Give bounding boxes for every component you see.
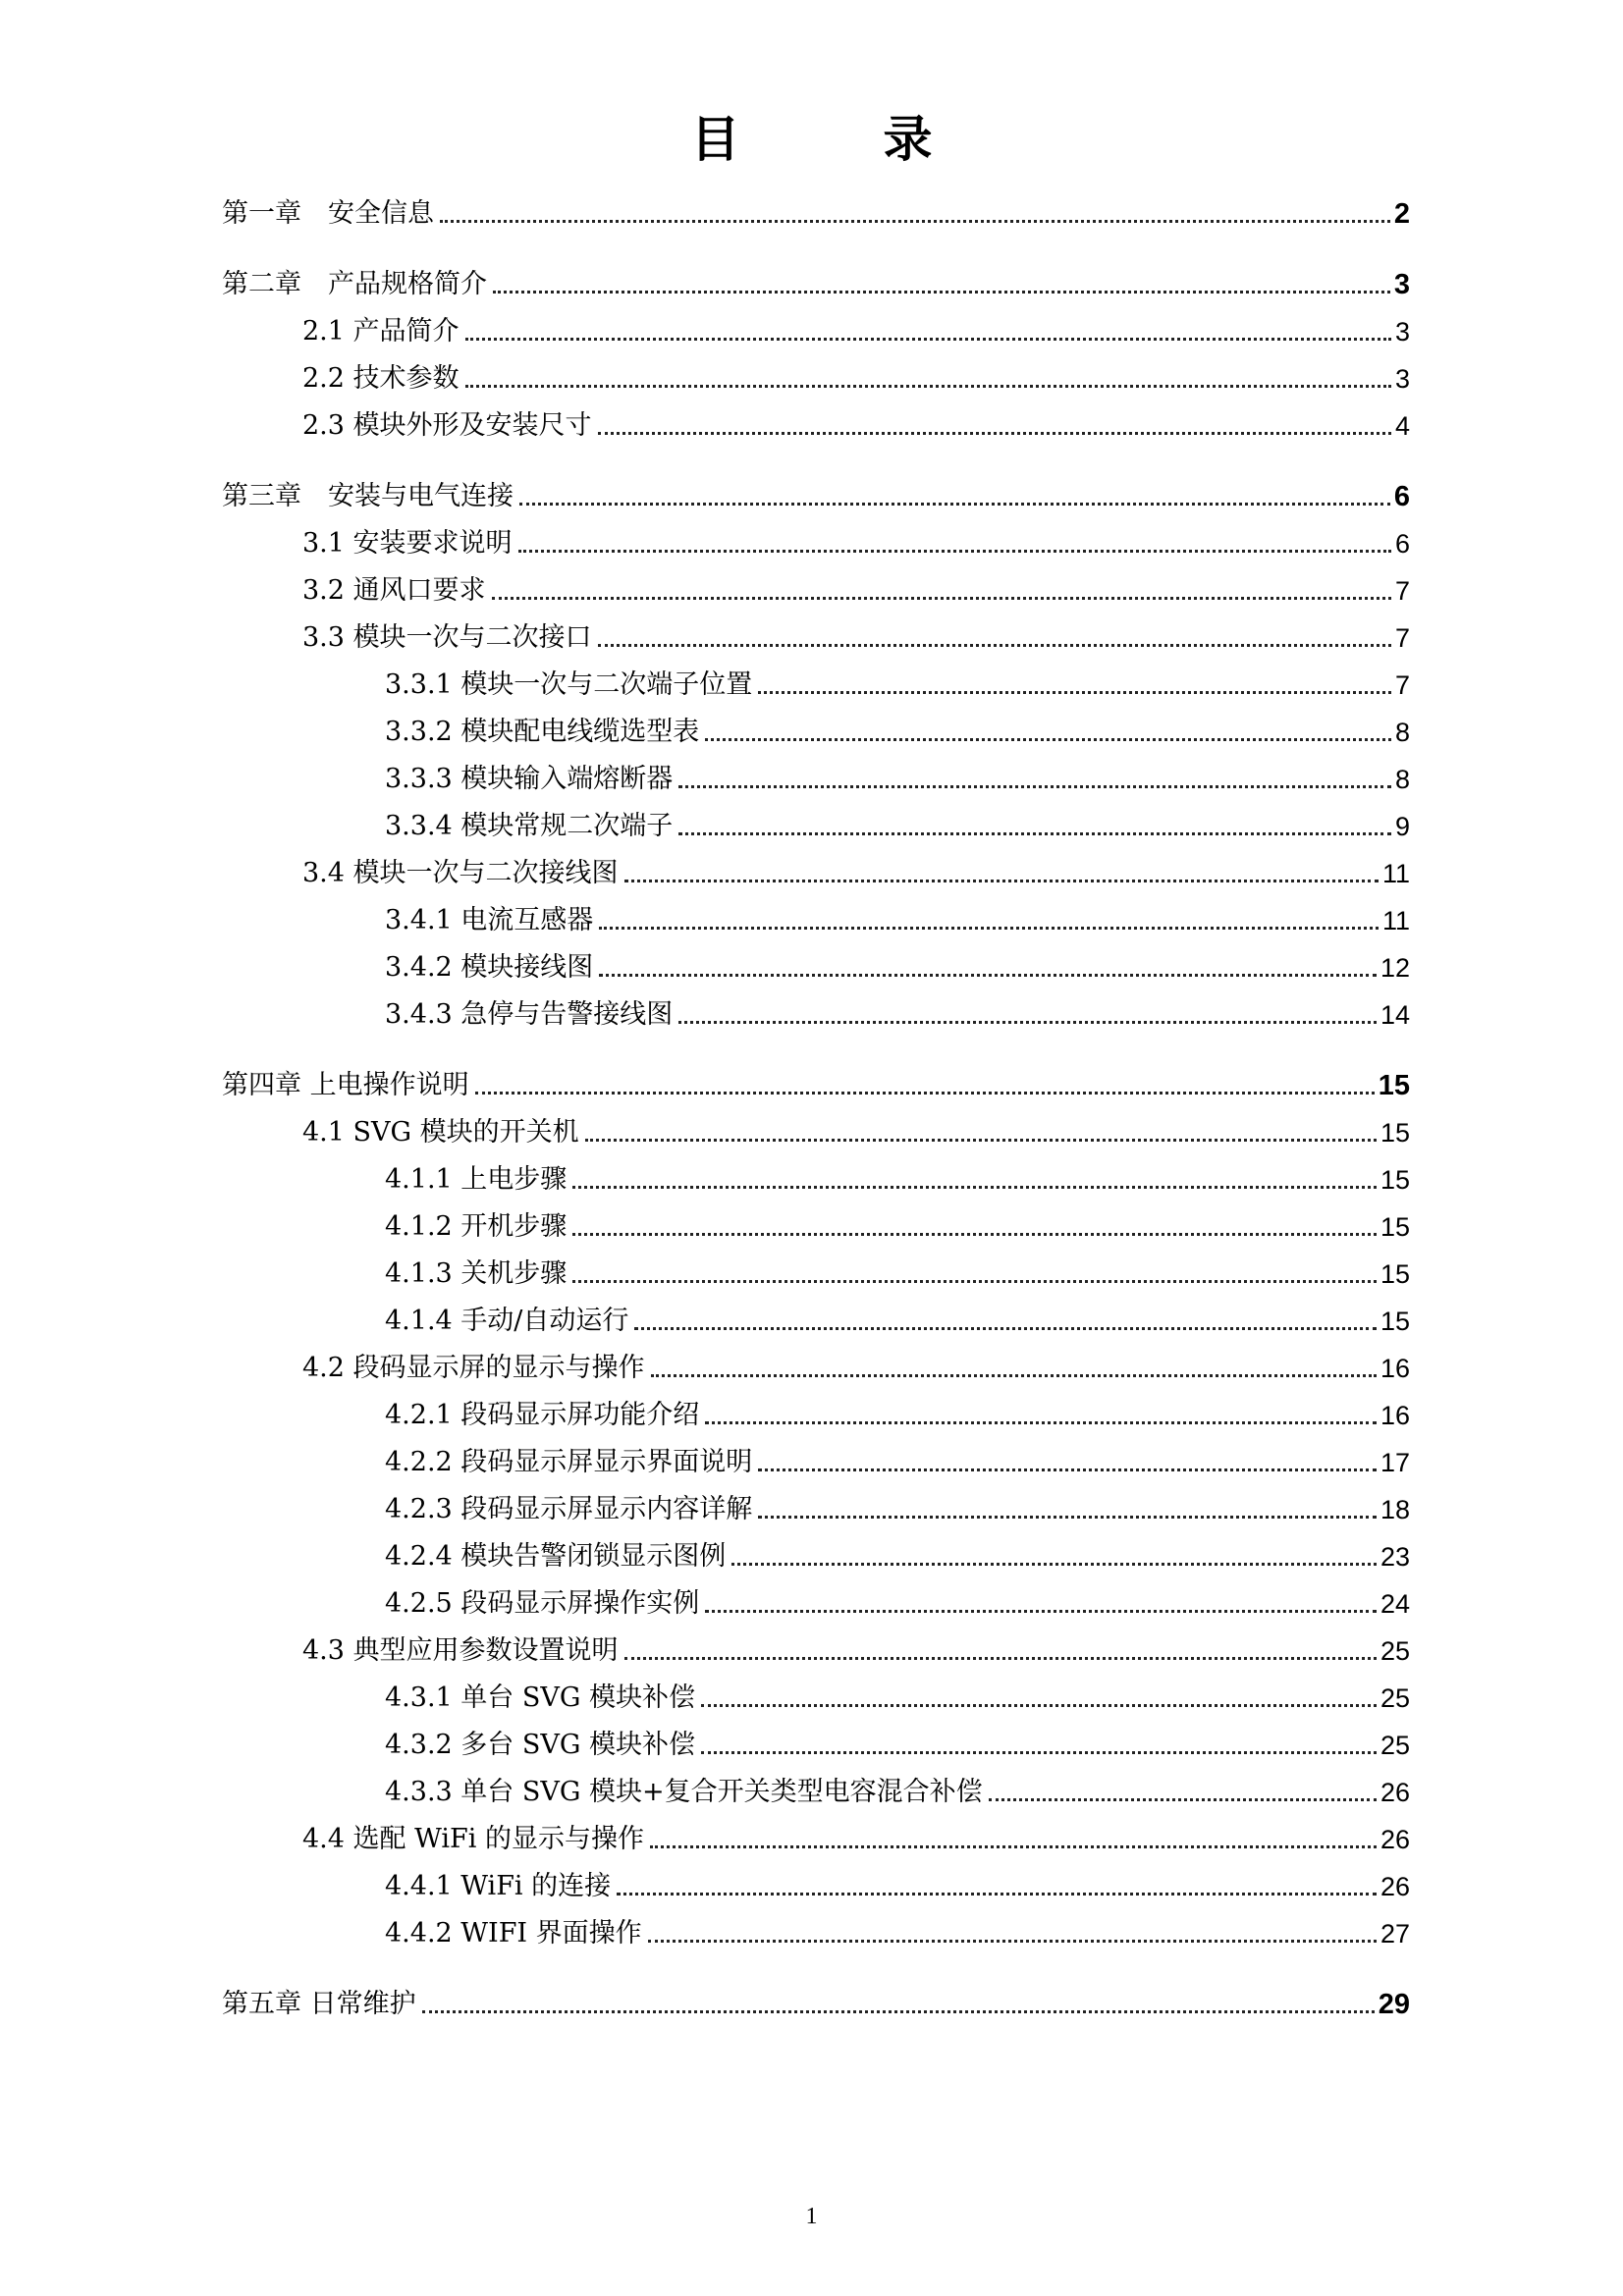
toc-entry[interactable] [385, 1584, 1410, 1624]
toc-entry[interactable] [385, 1255, 1410, 1294]
toc-entry[interactable] [302, 571, 1410, 611]
toc-entry-label: 4.3.2 多台 SVG 模块补偿 [385, 1730, 696, 1760]
dot-leader [465, 385, 1391, 388]
toc-entry[interactable] [302, 359, 1410, 399]
toc-entry-page: 11 [1381, 906, 1410, 935]
dot-leader [648, 1940, 1377, 1943]
toc-entry-label: 3.2 通风口要求 [302, 575, 486, 606]
dot-leader [624, 880, 1379, 882]
toc-entry[interactable] [222, 194, 1410, 234]
toc-entry[interactable] [385, 1490, 1410, 1529]
dot-leader [599, 974, 1377, 977]
toc-entry-page: 8 [1394, 718, 1410, 747]
toc-entry[interactable] [302, 1631, 1410, 1671]
toc-entry-label: 3.3 模块一次与二次接口 [302, 622, 592, 653]
dot-leader [701, 1704, 1377, 1707]
toc-entry-label: 2.1 产品简介 [302, 316, 460, 347]
toc-entry-page: 7 [1394, 576, 1410, 606]
dot-leader [758, 1468, 1377, 1471]
dot-leader [731, 1563, 1377, 1566]
toc-entry-label: 4.4.1 WiFi 的连接 [385, 1871, 612, 1901]
toc-entry-page: 15 [1380, 1259, 1410, 1289]
toc-entry-label: 第五章 日常维护 [222, 1989, 416, 2019]
dot-leader [758, 691, 1391, 694]
page-number: 1 [805, 2204, 818, 2229]
toc-entry-page: 15 [1380, 1118, 1410, 1148]
toc-entry[interactable] [385, 1160, 1410, 1200]
toc-entry-page: 8 [1394, 765, 1410, 794]
toc-entry-page: 3 [1394, 317, 1410, 347]
toc-entry-page: 14 [1380, 1000, 1410, 1030]
toc-entry[interactable] [222, 265, 1410, 304]
dot-leader [678, 785, 1391, 788]
toc-entry[interactable] [385, 1302, 1410, 1341]
dot-leader [572, 1233, 1377, 1236]
dot-leader [598, 432, 1391, 435]
toc-entry-page: 2 [1393, 198, 1410, 230]
toc-entry-page: 23 [1380, 1542, 1410, 1572]
toc-entry-label: 4.2 段码显示屏的显示与操作 [302, 1353, 645, 1383]
toc-entry-page: 16 [1380, 1401, 1410, 1430]
toc-entry-label: 4.4 选配 WiFi 的显示与操作 [302, 1824, 644, 1854]
toc-entry-page: 26 [1380, 1872, 1410, 1901]
toc-entry-label: 2.2 技术参数 [302, 363, 460, 394]
toc-entry-label: 4.3 典型应用参数设置说明 [302, 1635, 619, 1666]
toc-entry-page: 12 [1380, 953, 1410, 983]
dot-leader [634, 1327, 1377, 1330]
toc-entry-label: 3.3.4 模块常规二次端子 [385, 811, 674, 841]
toc-entry-label: 3.4.2 模块接线图 [385, 952, 594, 983]
toc-entry[interactable] [385, 713, 1410, 752]
toc-entry-page: 29 [1378, 1989, 1410, 2020]
dot-leader [989, 1798, 1377, 1801]
toc-entry[interactable] [222, 477, 1410, 516]
toc-entry[interactable] [302, 524, 1410, 563]
toc-entry-label: 3.4 模块一次与二次接线图 [302, 858, 619, 888]
toc-entry[interactable] [302, 312, 1410, 351]
toc-entry-page: 17 [1380, 1448, 1410, 1477]
toc-entry-label: 4.2.1 段码显示屏功能介绍 [385, 1400, 700, 1430]
toc-entry-page: 3 [1393, 269, 1410, 300]
dot-leader [572, 1280, 1377, 1283]
dot-leader [492, 597, 1391, 600]
toc-entry-label: 4.3.1 单台 SVG 模块补偿 [385, 1682, 696, 1713]
dot-leader [475, 1092, 1375, 1095]
toc-entry[interactable] [302, 854, 1410, 893]
dot-leader [650, 1845, 1377, 1848]
toc-entry-label: 4.2.3 段码显示屏显示内容详解 [385, 1494, 753, 1524]
toc-entry[interactable] [222, 1985, 1410, 2024]
toc-entry-page: 24 [1380, 1589, 1410, 1619]
toc-entry-label: 4.4.2 WIFI 界面操作 [385, 1918, 642, 1949]
dot-leader [465, 338, 1391, 341]
toc-entry-label: 4.2.5 段码显示屏操作实例 [385, 1588, 700, 1619]
toc-entry-page: 25 [1380, 1731, 1410, 1760]
toc-entry-label: 2.3 模块外形及安装尺寸 [302, 410, 592, 441]
toc-entry-page: 7 [1394, 670, 1410, 700]
toc-entry-page: 9 [1394, 812, 1410, 841]
toc-entry[interactable] [385, 1679, 1410, 1718]
toc-entry[interactable] [385, 1207, 1410, 1247]
dot-leader [598, 644, 1391, 647]
toc-entry-label: 第三章 安装与电气连接 [222, 481, 514, 511]
toc-entry-page: 26 [1380, 1778, 1410, 1807]
toc-entry[interactable] [385, 1726, 1410, 1765]
toc-entry[interactable] [385, 1867, 1410, 1906]
dot-leader [422, 2010, 1375, 2013]
dot-leader [705, 1610, 1377, 1613]
toc-entry-page: 18 [1380, 1495, 1410, 1524]
toc-entry-page: 3 [1394, 364, 1410, 394]
toc-entry[interactable] [385, 760, 1410, 799]
dot-leader [624, 1657, 1377, 1660]
toc-entry-label: 3.3.2 模块配电线缆选型表 [385, 717, 700, 747]
dot-leader [678, 832, 1391, 835]
toc-entry[interactable] [385, 666, 1410, 705]
toc-entry-label: 3.4.3 急停与告警接线图 [385, 999, 674, 1030]
dot-leader [440, 220, 1390, 223]
dot-leader [585, 1139, 1377, 1142]
toc-entry-label: 4.1.1 上电步骤 [385, 1164, 568, 1195]
dot-leader [701, 1751, 1377, 1754]
toc-entry[interactable] [385, 1396, 1410, 1435]
toc-entry-label: 4.1.4 手动/自动运行 [385, 1306, 629, 1336]
toc-entry-page: 4 [1394, 411, 1410, 441]
toc-entry[interactable] [385, 807, 1410, 846]
toc-entry-page: 6 [1393, 481, 1410, 512]
dot-leader [493, 291, 1390, 294]
toc-entry[interactable] [302, 1349, 1410, 1388]
toc-entry[interactable] [385, 948, 1410, 988]
toc-entry[interactable] [385, 1443, 1410, 1482]
dot-leader [678, 1021, 1377, 1024]
dot-leader [651, 1374, 1377, 1377]
toc-entry-label: 3.4.1 电流互感器 [385, 905, 594, 935]
toc-entry[interactable] [385, 995, 1410, 1035]
toc-entry-label: 4.1 SVG 模块的开关机 [302, 1117, 579, 1148]
toc-entry-label: 4.3.3 单台 SVG 模块+复合开关类型电容混合补偿 [385, 1777, 983, 1807]
dot-leader [518, 550, 1391, 553]
toc-entry-page: 15 [1378, 1070, 1410, 1101]
toc-entry-label: 第一章 安全信息 [222, 198, 434, 229]
toc-entry[interactable] [302, 618, 1410, 658]
toc-entry-label: 第二章 产品规格简介 [222, 269, 487, 299]
toc-entry[interactable] [385, 1914, 1410, 1953]
dot-leader [519, 503, 1390, 506]
toc-entry-label: 4.1.3 关机步骤 [385, 1258, 568, 1289]
toc-entry-page: 7 [1394, 623, 1410, 653]
toc-entry-page: 15 [1380, 1212, 1410, 1242]
toc-entry[interactable] [222, 1066, 1410, 1105]
dot-leader [572, 1186, 1377, 1189]
toc-entry-page: 16 [1380, 1354, 1410, 1383]
toc-entry-page: 27 [1380, 1919, 1410, 1949]
dot-leader [599, 927, 1379, 930]
toc-entry[interactable] [385, 1537, 1410, 1576]
toc-entry[interactable] [302, 406, 1410, 446]
toc-entry-label: 3.1 安装要求说明 [302, 528, 513, 559]
toc-entry-page: 25 [1380, 1683, 1410, 1713]
toc-entry[interactable] [385, 901, 1410, 940]
toc-entry[interactable] [302, 1820, 1410, 1859]
toc-entry-label: 第四章 上电操作说明 [222, 1070, 469, 1100]
dot-leader [705, 1421, 1377, 1424]
page-title: 目 录 [690, 111, 980, 168]
toc-entry-label: 4.2.2 段码显示屏显示界面说明 [385, 1447, 753, 1477]
toc-entry[interactable] [385, 1773, 1410, 1812]
toc-entry-label: 4.1.2 开机步骤 [385, 1211, 568, 1242]
dot-leader [617, 1893, 1377, 1896]
toc-entry-page: 11 [1381, 859, 1410, 888]
toc-entry-page: 15 [1380, 1307, 1410, 1336]
toc-entry-page: 6 [1394, 529, 1410, 559]
toc-entry-label: 4.2.4 模块告警闭锁显示图例 [385, 1541, 727, 1572]
dot-leader [705, 738, 1391, 741]
toc-entry-label: 3.3.1 模块一次与二次端子位置 [385, 669, 753, 700]
toc-entry-label: 3.3.3 模块输入端熔断器 [385, 764, 674, 794]
dot-leader [758, 1516, 1377, 1519]
toc-entry-page: 26 [1380, 1825, 1410, 1854]
toc-entry-page: 15 [1380, 1165, 1410, 1195]
toc-entry-page: 25 [1380, 1636, 1410, 1666]
toc-entry[interactable] [302, 1113, 1410, 1152]
